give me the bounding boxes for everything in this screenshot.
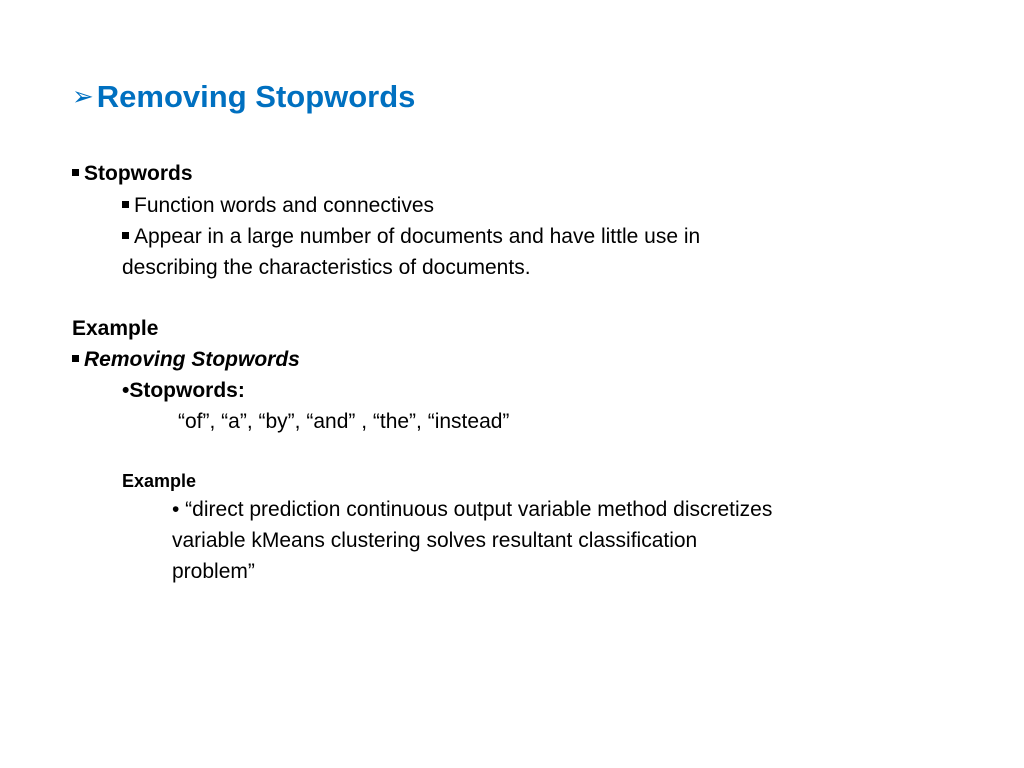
dot-bullet-icon: • — [122, 379, 130, 402]
square-bullet-icon — [122, 232, 129, 239]
stopwords-heading: Stopwords — [72, 158, 193, 189]
slide-title-text: Removing Stopwords — [96, 79, 416, 114]
example-text-line: variable kMeans clustering solves resultant classification — [172, 529, 698, 552]
list-item: Function words and connectives — [122, 190, 434, 221]
example-heading: Example — [72, 317, 159, 340]
square-bullet-icon — [72, 355, 79, 362]
arrow-bullet-icon: ➢ — [72, 81, 94, 111]
example-text-line: • “direct prediction continuous output variable method discretizes — [172, 498, 773, 521]
slide-title — [72, 76, 415, 117]
stopwords-label: •Stopwords: — [122, 379, 245, 402]
stopwords-list: “of”, “a”, “by”, “and” , “the”, “instead” — [178, 410, 510, 433]
example-subheading: Removing Stopwords — [72, 344, 300, 375]
list-item-continuation: describing the characteristics of documents. — [122, 256, 531, 279]
square-bullet-icon — [122, 201, 129, 208]
example-text-line: problem” — [172, 560, 255, 583]
square-bullet-icon — [72, 169, 79, 176]
example2-heading: Example — [122, 471, 197, 491]
list-item: Appear in a large number of documents and have little use in — [122, 221, 700, 252]
